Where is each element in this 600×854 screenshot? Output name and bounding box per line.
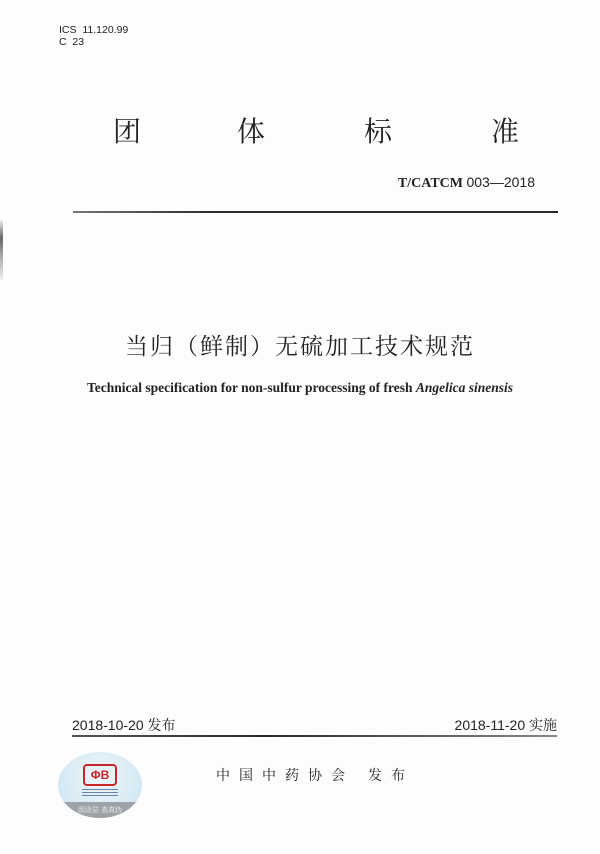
- ccs-code: C 23: [59, 36, 85, 48]
- seal-fine-print: [82, 789, 118, 798]
- standard-type-char: 团: [113, 115, 142, 148]
- title-english-species: Angelica sinensis: [415, 380, 514, 395]
- publisher-action: 发布: [368, 768, 414, 784]
- top-divider: [73, 211, 558, 213]
- title-english: [0, 380, 600, 396]
- seal-logo-icon: ΦB: [83, 764, 117, 786]
- bottom-divider: [72, 735, 557, 737]
- anti-counterfeit-seal: [58, 752, 142, 818]
- seal-scratch-band: 刮涂层 查真伪: [58, 802, 142, 818]
- publisher-name: 中国中药协会: [216, 768, 354, 784]
- standard-type-char: 标: [364, 115, 393, 148]
- standard-type-char: 准: [491, 115, 520, 148]
- standard-type-char: 体: [237, 115, 266, 148]
- standard-type-heading: [0, 110, 600, 150]
- classification-codes: [59, 24, 128, 48]
- issue-date: 2018-10-20 发布: [72, 717, 176, 733]
- title-english-text: Technical specification for non-sulfur processing of fresh: [86, 380, 416, 395]
- publisher: [216, 765, 414, 785]
- standard-number: [398, 174, 535, 192]
- title-chinese: 当归（鲜制）无硫加工技术规范: [125, 334, 475, 360]
- standard-number-value: 003—2018: [466, 174, 535, 190]
- implementation-date: 2018-11-20 实施: [454, 717, 557, 733]
- scan-edge-artifact: [0, 220, 3, 280]
- ics-code: ICS 11.120.99: [59, 24, 129, 36]
- standard-number-prefix: T/CATCM: [397, 176, 463, 191]
